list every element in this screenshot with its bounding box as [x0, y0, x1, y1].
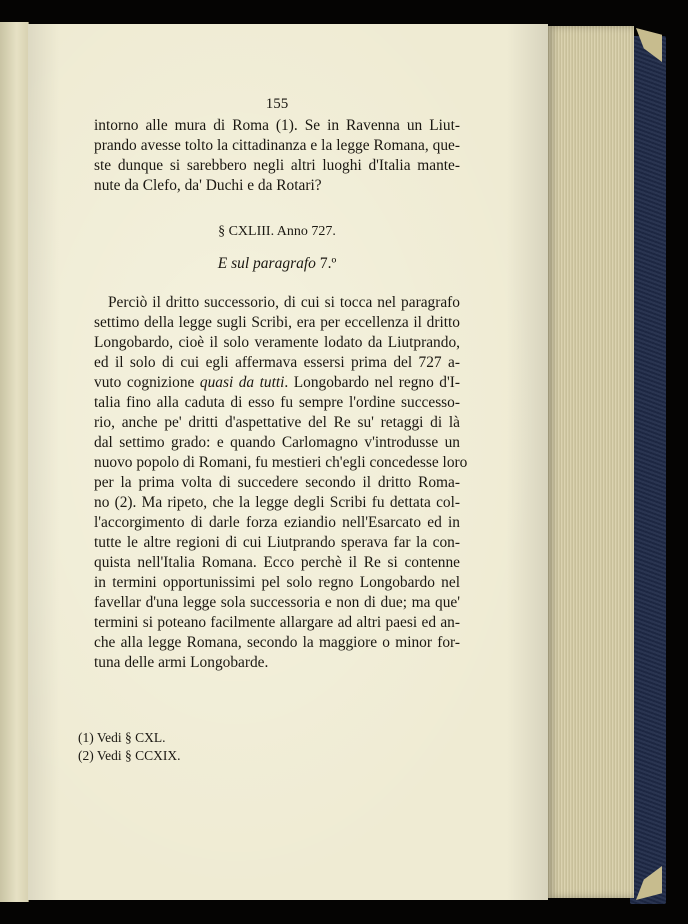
text-run: Perciò il dritto successorio, di cui si tocca nel paragrafo [108, 294, 460, 311]
text-line [108, 293, 460, 313]
book-cover [630, 36, 666, 904]
text-line [94, 613, 460, 633]
text-line [94, 373, 460, 393]
text-run: che alla legge Romana, secondo la maggiore o minor for- [94, 634, 460, 651]
text-line [94, 653, 460, 673]
text-line [94, 353, 460, 373]
subtitle-italic: E sul paragrafo [217, 255, 316, 272]
text-run: quista nell'Italia Romana. Ecco perchè il Re si contenne [94, 554, 460, 571]
text-run: no (2). Ma ripeto, che la legge degli Scribi fu dettata col- [94, 494, 460, 511]
text-run: . Longobardo nel regno d'I- [284, 374, 460, 391]
facing-page-edge [0, 22, 29, 902]
section-subtitle [94, 255, 460, 273]
text-run: talia fino alla caduta di esso fu sempre l'ordine successo- [94, 394, 460, 411]
section-heading: § CXLIII. Anno 727. [218, 224, 336, 239]
text-line: intorno alle mura di Roma (1). Se in Ravenna un Liut- [94, 117, 460, 134]
text-run: per la prima volta di succedere secondo il dritto Roma- [94, 474, 460, 491]
text-line [94, 313, 460, 333]
text-run: settimo della legge sugli Scribi, era per eccellenza il dritto [94, 314, 460, 331]
text-line [94, 513, 460, 533]
book-page [28, 24, 548, 900]
page-number: 155 [265, 96, 289, 112]
text-run: tutte le altre regioni di cui Liutprando sperava far la con- [94, 534, 460, 551]
text-run: vuto cognizione [94, 374, 200, 391]
subtitle-number: 7.º [319, 255, 337, 272]
text-line [94, 593, 460, 613]
text-line [94, 413, 460, 433]
text-run: termini si poteano facilmente allargare ad altri paesi ed an- [94, 614, 460, 631]
text-line [94, 473, 460, 493]
footnote: (1) Vedi § CXL. [78, 730, 166, 745]
text-run: in termini opportunissimi pel solo regno Longobardo nel [94, 574, 460, 591]
text-run: nuovo popolo di Romani, fu mestieri ch'egli concedesse loro [94, 454, 468, 471]
page-stack-edge [546, 26, 634, 898]
text-line [94, 453, 468, 473]
text-run: Longobardo, cioè il solo veramente lodato da Liutprando, [94, 334, 460, 351]
text-line: prando avesse tolto la cittadinanza e la legge Romana, que- [94, 137, 460, 154]
text-line [94, 333, 460, 353]
text-line [94, 533, 460, 553]
text-run: l'accorgimento di darle forza eziandio nell'Esarcato ed in [94, 514, 460, 531]
text-line [94, 553, 460, 573]
text-run: ed il solo di cui egli affermava essersi prima del 727 a- [94, 354, 460, 371]
text-run: favellar d'una legge sola successoria e non di due; ma que' [94, 594, 460, 611]
text-run: rio, anche pe' dritti d'aspettative del Re su' retaggi di là [94, 414, 460, 431]
text-line [94, 573, 460, 593]
text-line [94, 393, 460, 413]
text-run: tuna delle armi Longobarde. [94, 654, 269, 671]
text-line: nute da Clefo, da' Duchi e da Rotari? [94, 177, 322, 194]
footnote: (2) Vedi § CCXIX. [78, 748, 181, 763]
text-line [94, 633, 460, 653]
text-run: dal settimo grado: e quando Carlomagno v'introdusse un [94, 434, 460, 451]
text-line: ste dunque si sarebbero negli altri luoghi d'Italia mante- [94, 157, 460, 174]
text-line [94, 493, 460, 513]
text-line [94, 433, 460, 453]
italic-phrase: quasi da tutti [199, 374, 285, 391]
